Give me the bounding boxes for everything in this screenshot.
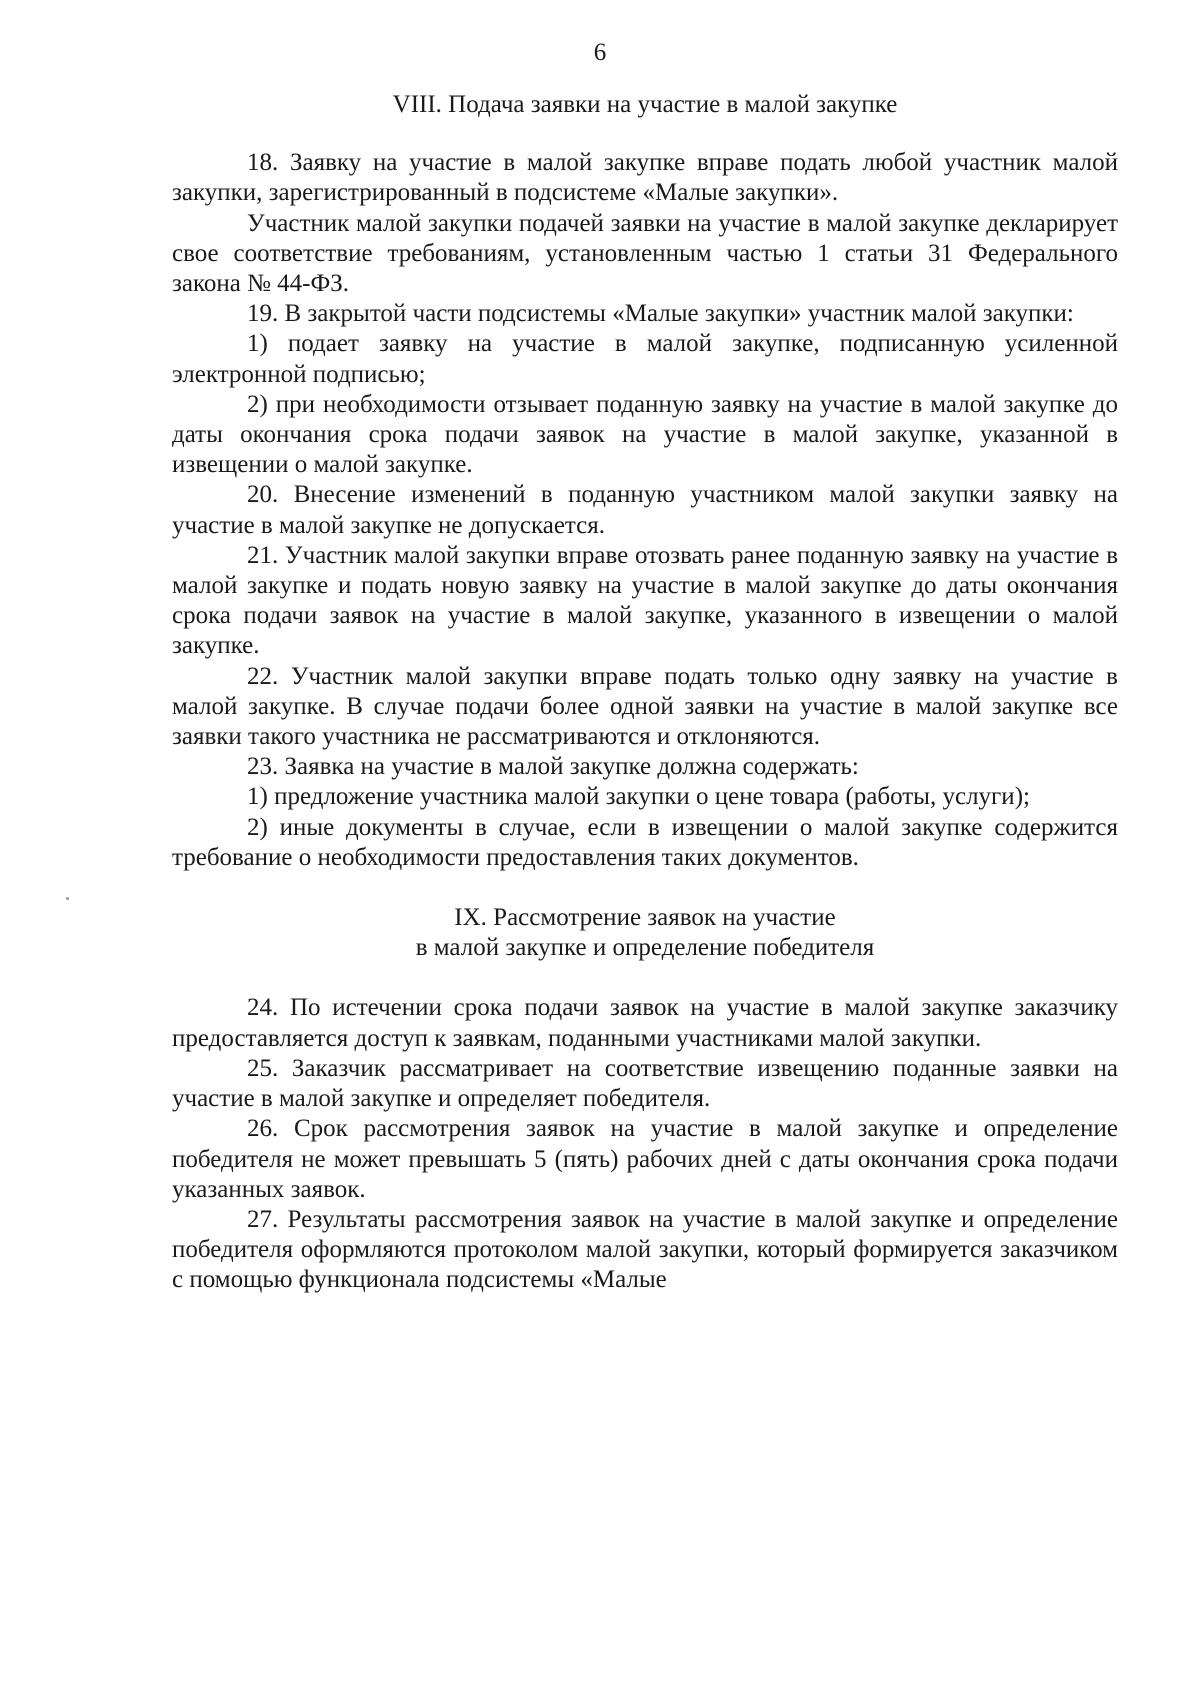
paragraph-22: 22. Участник малой закупки вправе подать только одну заявку на участие в малой закупке. В случае подачи более одной заявки на участие в малой закупке все заявки такого участника не рассматриваются и отклоняются. (172, 662, 1118, 751)
paragraph-20: 20. Внесение изменений в поданную участником малой закупки заявку на участие в малой закупке не допускается. (172, 481, 1118, 539)
section-9-body (172, 993, 1118, 1295)
paragraph-19-item-1: 1) подает заявку на участие в малой закупке, подписанную усиленной электронной подписью; (172, 330, 1118, 388)
paragraph-23-item-2: 2) иные документы в случае, если в извещении о малой закупке содержится требование о необходимости предоставления таких документов. (172, 813, 1118, 871)
paragraph-23-item-1: 1) предложение участника малой закупки о цене товара (работы, услуги); (247, 783, 1030, 811)
scan-speck (66, 897, 69, 900)
paragraph-23: 23. Заявка на участие в малой закупке должна содержать: (247, 753, 859, 781)
paragraph-19-item-2: 2) при необходимости отзывает поданную заявку на участие в малой закупке до даты окончания срока подачи заявок на участие в малой закупке, указанной в извещении о малой закупке. (172, 390, 1118, 479)
paragraph-26: 26. Срок рассмотрения заявок на участие в малой закупке и определение победителя не может превышать 5 (пять) рабочих дней с даты окончания срока подачи указанных заявок. (172, 1115, 1118, 1203)
section-9-title-line-2: в малой закупке и определение победителя (415, 934, 875, 962)
section-9-title-line-1: IX. Рассмотрение заявок на участие (454, 904, 836, 932)
paragraph-18: 18. Заявку на участие в малой закупке вправе подать любой участник малой закупки, зарегистрированный в подсистеме «Малые закупки». (172, 149, 1118, 207)
page-number: 6 (593, 39, 607, 66)
section-9-title (172, 903, 1118, 963)
section-8-title: VIII. Подача заявки на участие в малой закупке (392, 91, 898, 118)
document-body (172, 90, 1118, 1296)
paragraph-19: 19. В закрытой части подсистемы «Малые закупки» участник малой закупки: (247, 300, 1074, 328)
paragraph-18-declaration: Участник малой закупки подачей заявки на участие в малой закупке декларирует свое соответствие требованиям, установленным частью 1 статьи 31 Федерального закона № 44-ФЗ. (172, 209, 1118, 298)
section-8-body (172, 148, 1118, 873)
paragraph-25: 25. Заказчик рассматривает на соответствие извещению поданные заявки на участие в малой закупке и определяет победителя. (172, 1054, 1118, 1113)
paragraph-27: 27. Результаты рассмотрения заявок на участие в малой закупке и определение победителя оформляются протоколом малой закупки, который формируется заказчиком с помощью функционала подсистемы «Малые (172, 1205, 1118, 1294)
paragraph-21: 21. Участник малой закупки вправе отозвать ранее поданную заявку на участие в малой закупке и подать новую заявку на участие в малой закупке до даты окончания срока подачи заявок на участие в малой закупке, указанного в извещении о малой закупке. (172, 541, 1118, 660)
paragraph-24: 24. По истечении срока подачи заявок на участие в малой закупке заказчику предоставляется доступ к заявкам, поданными участниками малой закупки. (172, 994, 1118, 1052)
